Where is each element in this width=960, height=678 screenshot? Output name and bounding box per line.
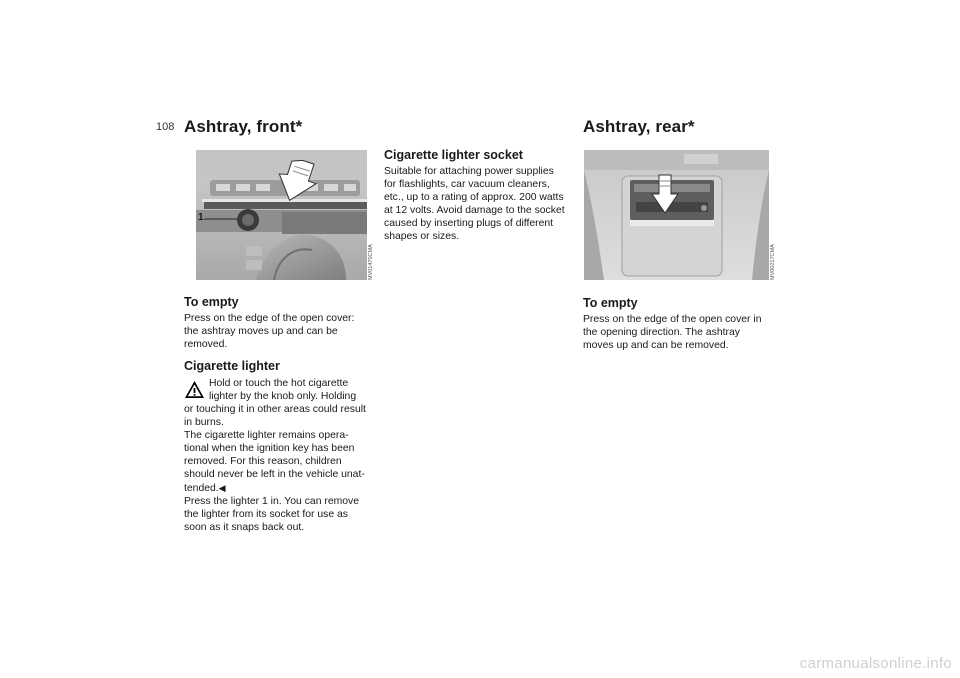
callout-label-1: 1 <box>198 212 204 223</box>
heading-to-empty-front: To empty <box>184 295 239 309</box>
text-lighter-usage: Press the lighter 1 in. You can remove the lighter from its socket for use as soon as it snaps back out. <box>184 496 360 534</box>
page-number: 108 <box>156 121 175 133</box>
warning-triangle-icon <box>184 380 205 399</box>
arrow-down-icon <box>278 158 318 204</box>
heading-cigarette-lighter: Cigarette lighter <box>184 359 280 373</box>
front-ashtray-photo <box>196 150 367 280</box>
section-title-ashtray-front: Ashtray, front* <box>184 117 303 136</box>
arrow-down-icon <box>651 174 679 214</box>
photo-code-rear: MV00217CMA <box>770 244 776 280</box>
section-title-ashtray-rear: Ashtray, rear* <box>583 117 695 136</box>
heading-to-empty-rear: To empty <box>583 296 638 310</box>
warning-text-continued: or touching it in other areas could result in burns. The cigarette lighter remains opera- tional when the ignition key has been removed. For this reason, children should never be left in the vehicle unat- tended.◀ <box>184 404 366 494</box>
watermark-footer: carmanualsonline.info <box>799 655 952 672</box>
photo-code-front: MV01470CMA <box>368 244 374 280</box>
rear-ashtray-photo <box>584 150 769 280</box>
warning-text-start: Hold or touch the hot cigarette lighter by the knob only. Holding <box>209 378 357 403</box>
end-mark-icon: ◀ <box>218 482 226 493</box>
heading-lighter-socket: Cigarette lighter socket <box>384 148 523 162</box>
text-to-empty-rear: Press on the edge of the open cover in the opening direction. The ashtray moves up and can be removed. <box>583 314 762 352</box>
text-to-empty-front: Press on the edge of the open cover: the ashtray moves up and can be removed. <box>184 313 355 351</box>
text-lighter-socket: Suitable for attaching power supplies for flashlights, car vacuum cleaners, etc., up to a rating of approx. 200 watts at 12 volts. Avoid damage to the socket caused by inserting plugs of different shapes or sizes. <box>384 166 565 243</box>
